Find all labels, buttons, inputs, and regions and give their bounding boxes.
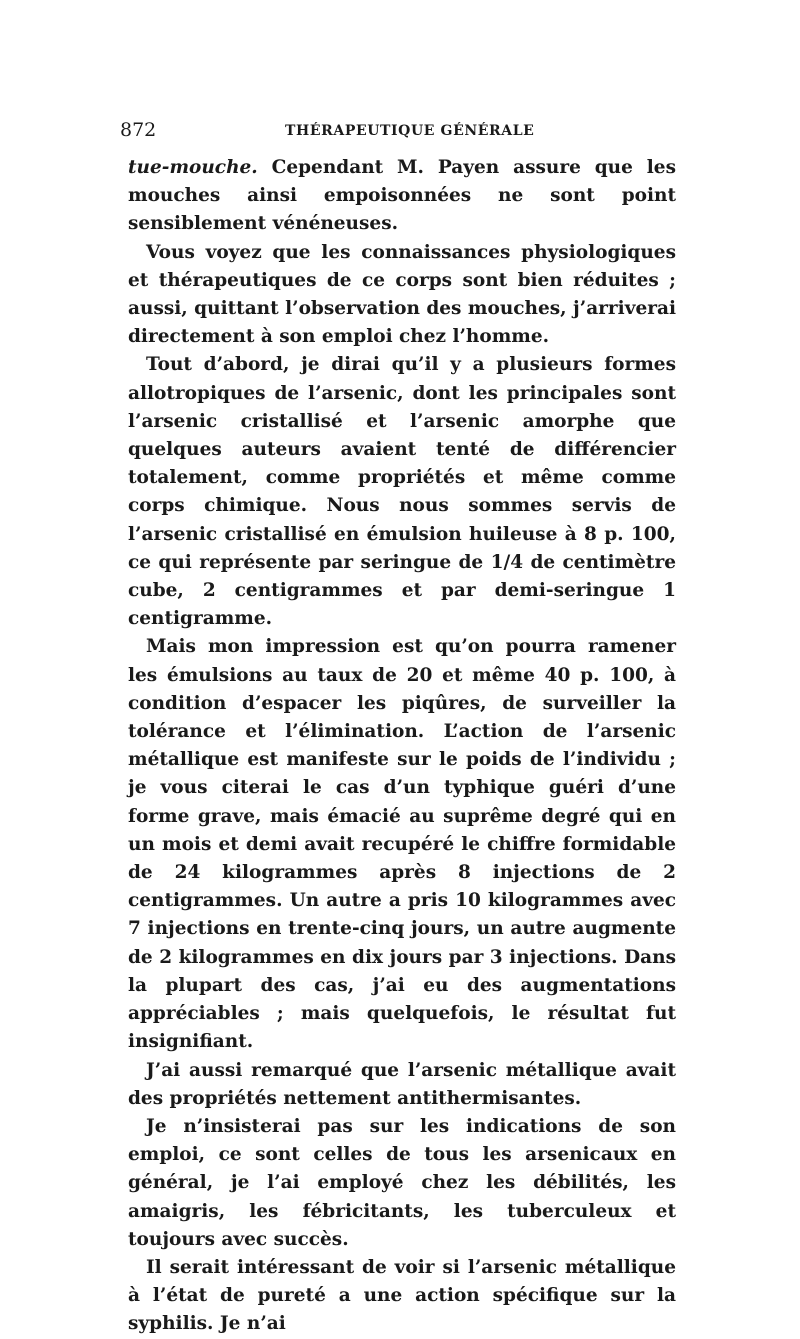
page-header xyxy=(120,118,680,142)
paragraph-1-text: Cependant M. Payen assure que les mouches ainsi empoisonnées ne sont point sensiblement vénéneuses. xyxy=(128,157,676,235)
body-text xyxy=(128,154,676,1339)
page-number: 872 xyxy=(120,119,157,141)
paragraph-6: Je n’insisterai pas sur les indications de son emploi, ce sont celles de tous les arsenicaux en général, je l’ai employé chez les débilités, les amaigris, les fébricitants, les tuberculeux et toujours avec succès. xyxy=(128,1115,676,1250)
paragraph-3: Tout d’abord, je dirai qu’il y a plusieurs formes allotropiques de l’arsenic, dont les principales sont l’arsenic cristallisé et l’arsenic amorphe que quelques auteurs avaient tenté de différencier totalement, comme propriétés et même comme corps chimique. Nous nous sommes servis de l’arsenic cristallisé en émulsion huileuse à 8 p. 100, ce qui représente par seringue de 1/4 de centimètre cube, 2 centigrammes et par demi-seringue 1 centigramme. xyxy=(128,354,676,630)
paragraph-5: J’ai aussi remarqué que l’arsenic métallique avait des propriétés nettement antithermisantes. xyxy=(128,1059,676,1109)
running-title: THÉRAPEUTIQUE GÉNÉRALE xyxy=(285,123,535,139)
paragraph-2: Vous voyez que les connaissances physiologiques et thérapeutiques de ce corps sont bien réduites ; aussi, quittant l’observation des mouches, j’arriverai directement à son emploi chez l’homme. xyxy=(128,241,676,348)
paragraph-7: Il serait intéressant de voir si l’arsenic métallique à l’état de pureté a une action spécifique sur la syphilis. Je n’ai xyxy=(128,1256,676,1335)
italic-lead: tue-mouche. xyxy=(128,157,258,178)
paragraph-1 xyxy=(128,154,676,239)
paragraph-4: Mais mon impression est qu’on pourra ramener les émulsions au taux de 20 et même 40 p. 100, à condition d’espacer les piqûres, de surveiller la tolérance et l’élimination. L’action de l’arsenic métallique est manifeste sur le poids de l’individu ; je vous citerai le cas d’un typhique guéri d’une forme grave, mais émacié au suprême degré qui en un mois et demi avait recupéré le chiffre formidable de 24 kilogrammes après 8 injections de 2 centigrammes. Un autre a pris 10 kilogrammes avec 7 injections en trente-cinq jours, un autre augmente de 2 kilogrammes en dix jours par 3 injections. Dans la plupart des cas, j’ai eu des augmentations appréciables ; mais quelquefois, le résultat fut insignifiant. xyxy=(128,636,676,1053)
